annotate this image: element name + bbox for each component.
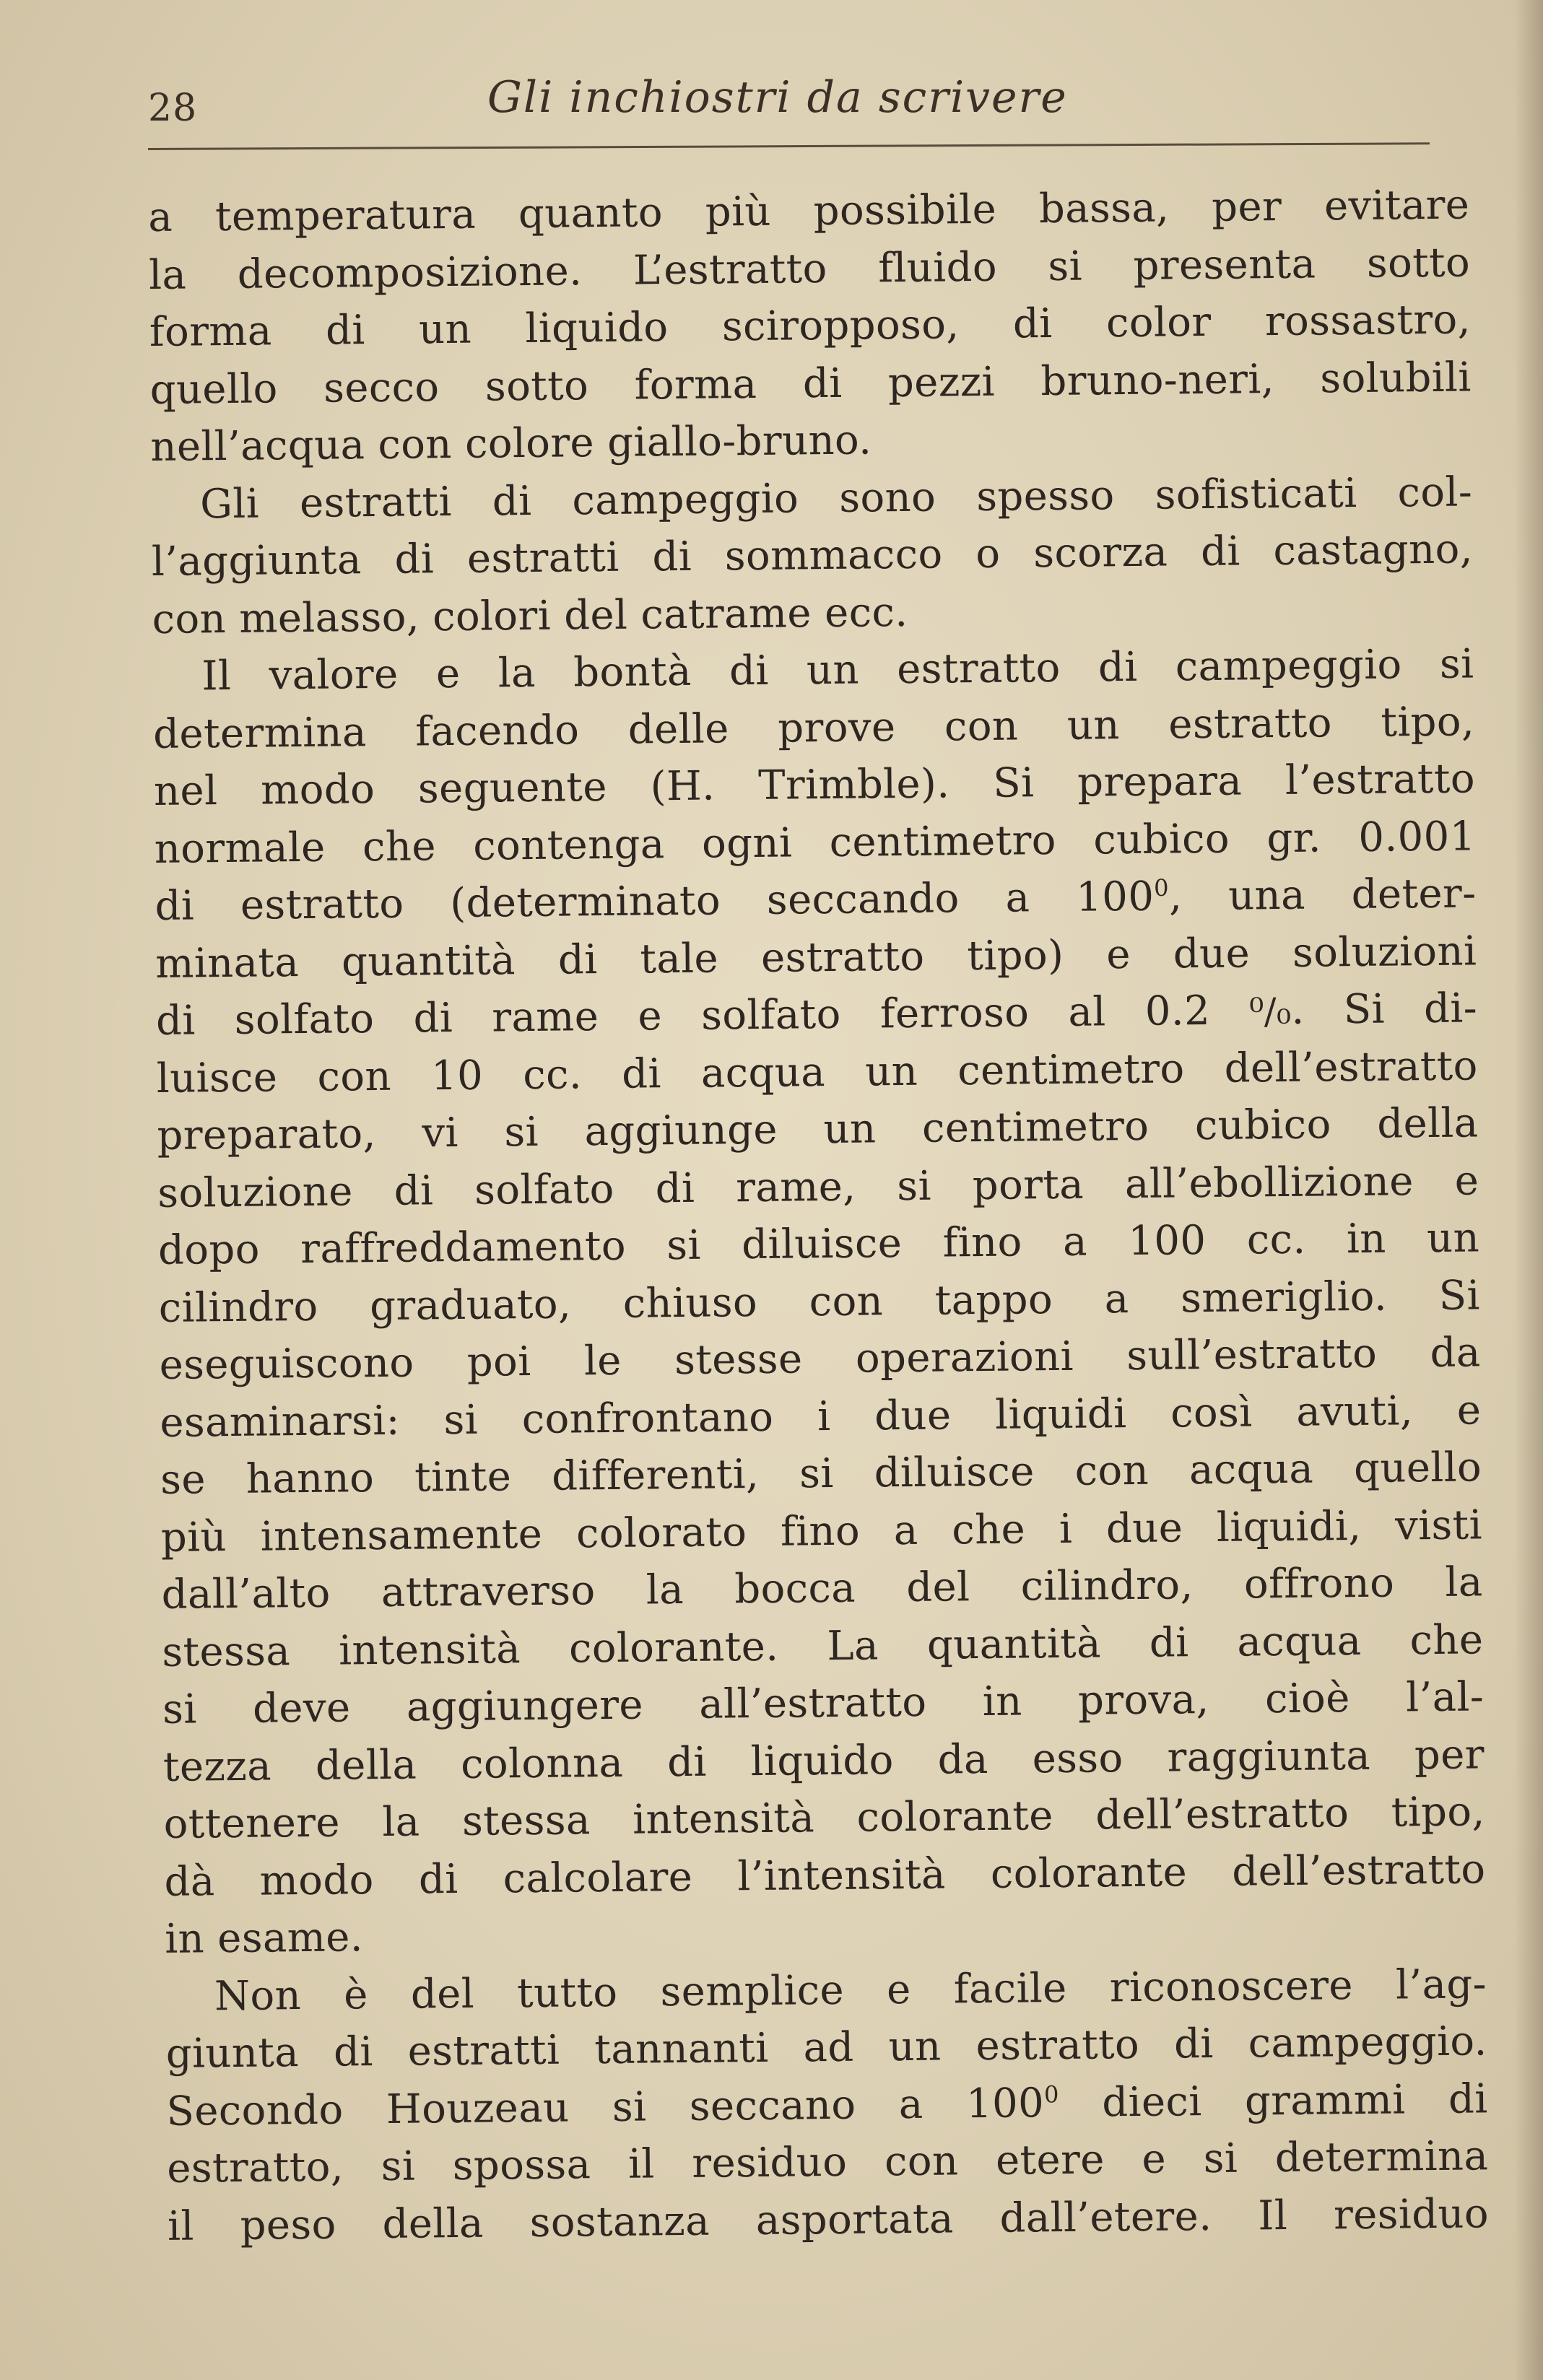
text-line: dall’alto attraverso la bocca del cilindro, offrono la <box>161 1559 1483 1618</box>
text-line: stessa intensità colorante. La quantità di acqua che <box>162 1616 1484 1676</box>
text-line: determina facendo delle prove con un estratto tipo, <box>152 697 1475 758</box>
running-title: Gli inchiostri da scrivere <box>487 72 1068 123</box>
paragraph-start-line: Il valore e la bontà di un estratto di campeggio si <box>201 640 1474 700</box>
degree-superscript: 0 <box>1043 2080 1059 2109</box>
text-line: normale che contenga ogni centimetro cubico gr. 0.001 <box>154 812 1477 873</box>
degree-superscript: 0 <box>1154 873 1170 902</box>
page-number: 28 <box>148 87 198 130</box>
text-run: , una deter- <box>1168 870 1477 920</box>
text-line: a temperatura quanto più possibile bassa, per evitare <box>148 181 1470 241</box>
text-run: Secondo Houzeau si seccano a 100 <box>166 2079 1045 2135</box>
body-text <box>148 176 1489 2254</box>
text-line: dopo raffreddamento si diluisce fino a 100 cc. in un <box>157 1214 1480 1274</box>
text-line: l’aggiunta di estratti di sommacco o scorza di castagno, <box>151 526 1474 585</box>
text-line: la decomposizione. L’estratto fluido si presenta sotto <box>148 238 1471 299</box>
text-line: luisce con 10 cc. di acqua un centimetro dell’estratto <box>156 1042 1479 1102</box>
page-edge-shadow <box>1514 0 1543 2380</box>
text-line: il peso della sostanza asportata dall’etere. Il residuo <box>167 2189 1490 2250</box>
text-line: quello secco sotto forma di pezzi bruno-neri, solubili <box>149 353 1472 414</box>
text-line: cilindro graduato, chiuso con tappo a smeriglio. Si <box>158 1271 1481 1332</box>
text-run: di solfato di rame e solfato ferroso al 0.2 <box>155 987 1211 1045</box>
text-line: dà modo di calcolare l’intensità colorante dell’estratto <box>164 1845 1486 1906</box>
text-line: nel modo seguente (H. Trimble). Si prepara l’estratto <box>153 755 1476 815</box>
text-line: se hanno tinte differenti, si diluisce con acqua quello <box>160 1444 1482 1504</box>
text-run: . Si di- <box>1291 985 1478 1034</box>
paragraph-start-line: Gli estratti di campeggio sono spesso sofisticati col- <box>199 468 1473 528</box>
text-line: forma di un liquido sciropposo, di color rossastro, <box>149 296 1472 356</box>
paragraph-start-line: Non è del tutto semplice e facile riconoscere l’ag- <box>214 1960 1487 2020</box>
text-line: eseguiscono poi le stesse operazioni sull’estratto da <box>159 1329 1481 1389</box>
percent-sign: ⁰/₀ <box>1249 990 1292 1033</box>
text-line: si deve aggiungere all’estratto in prova, cioè l’al- <box>162 1673 1485 1733</box>
text-line: esaminarsi: si confrontano i due liquidi così avuti, e <box>160 1386 1482 1447</box>
text-line: ottenere la stessa intensità colorante dell’estratto tipo, <box>163 1788 1485 1848</box>
text-run: di estratto (determinato seccando a 100 <box>155 873 1155 930</box>
text-line: più intensamente colorato fino a che i due liquidi, visti <box>160 1501 1483 1561</box>
text-line: minata quantità di tale estratto tipo) e due soluzioni <box>155 927 1477 988</box>
text-line: giunta di estratti tannanti ad un estratto di campeggio. <box>165 2018 1488 2078</box>
text-line: soluzione di solfato di rame, si porta all’ebollizione e <box>157 1156 1479 1217</box>
text-run: dieci grammi di <box>1059 2075 1488 2127</box>
text-line: estratto, si spossa il residuo con etere e si determina <box>167 2132 1489 2192</box>
text-line: tezza della colonna di liquido da esso raggiunta per <box>162 1730 1485 1791</box>
text-line: nell’acqua con colore giallo-bruno. <box>150 417 872 471</box>
text-line: in esame. <box>164 1914 364 1963</box>
text-line: con melasso, colori del catrame ecc. <box>152 588 908 643</box>
text-line: preparato, vi si aggiunge un centimetro cubico della <box>157 1099 1479 1159</box>
